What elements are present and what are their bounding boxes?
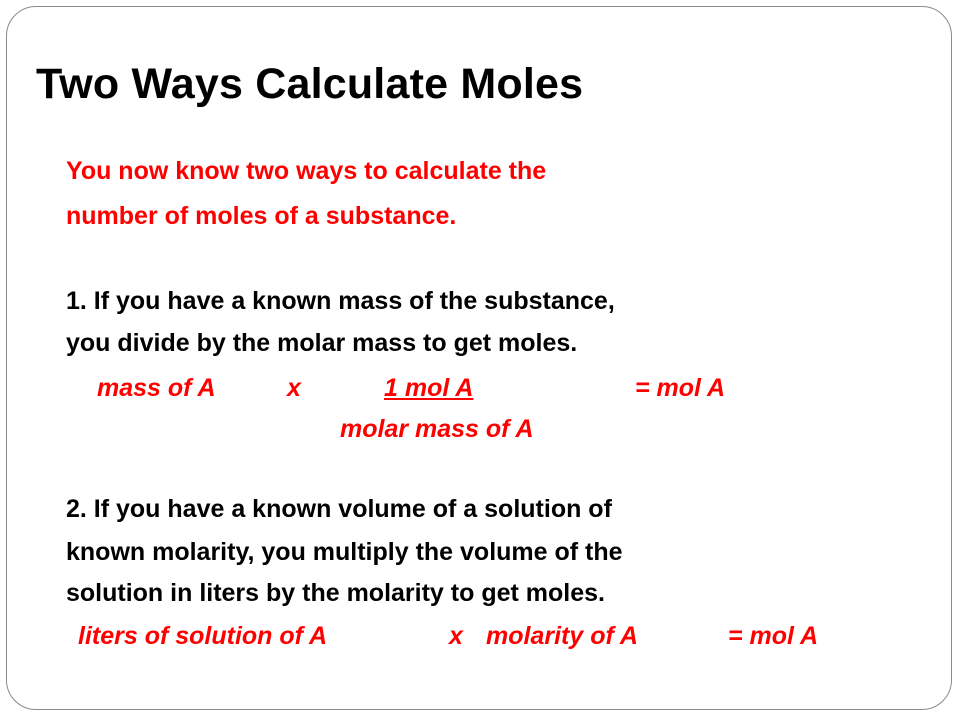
method2-line-2: known molarity, you multiply the volume of the (66, 538, 623, 566)
formula2-result: = mol A (728, 622, 819, 650)
method1-line-1: 1. If you have a known mass of the substance, (66, 287, 615, 315)
formula2-molarity-term: molarity of A (486, 622, 638, 650)
formula2-multiply: x (449, 622, 463, 650)
method2-line-3: solution in liters by the molarity to get moles. (66, 579, 605, 607)
formula1-mass-term: mass of A (97, 374, 216, 402)
intro-line-2: number of moles of a substance. (66, 202, 457, 230)
method2-line-1: 2. If you have a known volume of a solution of (66, 495, 612, 523)
formula1-multiply: x (287, 374, 301, 402)
formula1-numerator: 1 mol A (384, 374, 474, 402)
slide-title: Two Ways Calculate Moles (36, 60, 584, 108)
method1-line-2: you divide by the molar mass to get moles. (66, 329, 578, 357)
formula1-denominator: molar mass of A (340, 415, 534, 443)
formula2-liters-term: liters of solution of A (78, 622, 328, 650)
intro-line-1: You now know two ways to calculate the (66, 157, 547, 185)
formula1-result: = mol A (635, 374, 726, 402)
